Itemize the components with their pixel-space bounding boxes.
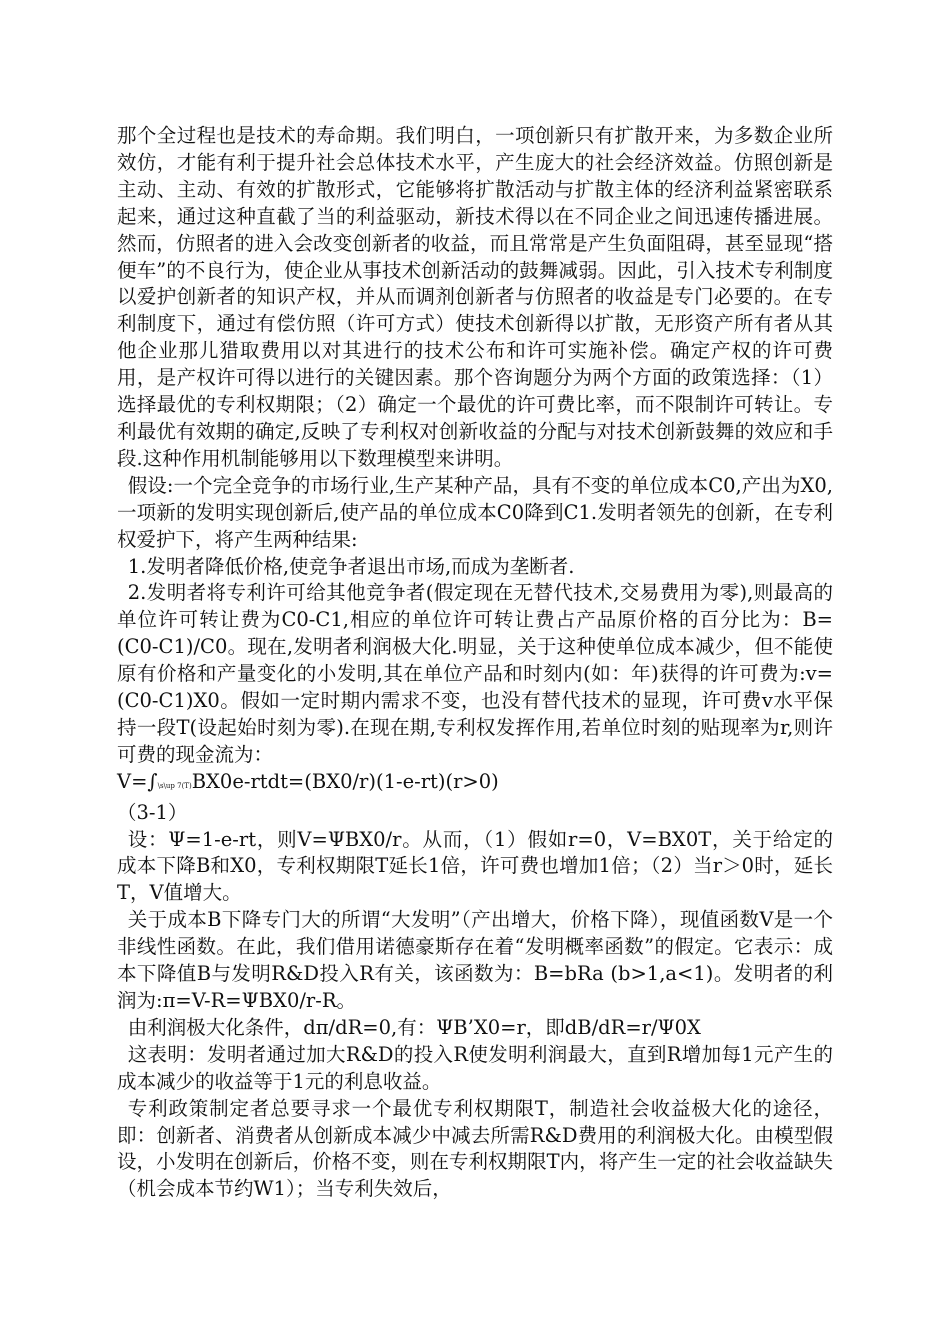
- document-body: [117, 123, 833, 1203]
- paragraph-psi-definition: 设：Ψ=1-e-rt，则V=ΨBX0/r。从而，（1）假如r=0，V=BX0T，关于给定的成本下降B和X0，专利权期限T延长1倍，许可费也增加1倍；（2）当r＞0时，延长T，V值增大。: [117, 827, 833, 905]
- formula-line: [117, 769, 833, 800]
- paragraph-big-invention: 关于成本B下降专门大的所谓“大发明”（产出增大，价格下降），现值函数V是一个非线性函数。在此，我们借用诺德豪斯存在着“发明概率函数”的假定。它表示：成本下降值B与发明R&D投入R有关，该函数为：B=bRa (b>1,a<1)。发明者的利润为:π=V-R=ΨBX0/r-R。: [117, 908, 833, 1012]
- formula-limits-code: \s\up 7(T): [157, 781, 192, 790]
- paragraph-result-2: 2.发明者将专利许可给其他竞争者(假定现在无替代技术,交易费用为零),则最高的单位许可转让费为C0-C1,相应的单位许可转让费占产品原价格的百分比为：B=(C0-C1)/C0。现在,发明者利润极大化.明显，关于这种使单位成本减少，但不能使原有价格和产量变化的小发明,其在单位产品和时刻内(如：年)获得的许可费为:v=(C0-C1)X0。假如一定时期内需求不变，也没有替代技术的显现，许可费v水平保持一段T(设起始时刻为零).在现在期,专利权发挥作用,若单位时刻的贴现率为r,则许可费的现金流为：: [117, 581, 833, 766]
- paragraph-profit-condition: 由利润极大化条件，dπ/dR=0,有：ΨB’X0=r，即dB/dR=r/Ψ0X: [127, 1015, 701, 1039]
- paragraph-policy: 专利政策制定者总要寻求一个最优专利权期限T，制造社会收益极大化的途径，即：创新者、消费者从创新成本减少中减去所需R&D费用的利润极大化。由模型假设，小发明在创新后，价格不变，则在专利权期限T内，将产生一定的社会收益缺失（机会成本节约W1）；当专利失效后，: [117, 1096, 833, 1201]
- paragraph-marginal-return: 这表明：发明者通过加大R&D的投入R使发明利润最大，直到R增加每1元产生的成本减少的收益等于1元的利息收益。: [117, 1042, 833, 1093]
- formula-body: BX0e-rtdt=(BX0/r)(1-e-rt)(r>0): [191, 769, 499, 793]
- equation-number: （3-1）: [117, 800, 188, 824]
- formula-prefix: V=∫: [117, 769, 158, 793]
- paragraph-assumption: 假设:一个完全竞争的市场行业,生产某种产品，具有不变的单位成本C0,产出为X0,一项新的发明实现创新后,使产品的单位成本C0降到C1.发明者领先的创新，在专利权爱护下，将产生两种结果:: [117, 473, 833, 551]
- paragraph-result-1: 1.发明者降低价格,使竞争者退出市场,而成为垄断者.: [127, 554, 575, 578]
- paragraph-lifecycle: 那个全过程也是技术的寿命期。我们明白，一项创新只有扩散开来，为多数企业所效仿，才能有利于提升社会总体技术水平，产生庞大的社会经济效益。仿照创新是主动、主动、有效的扩散形式，它能够将扩散活动与扩散主体的经济利益紧密联系起来，通过这种直截了当的利益驱动，新技术得以在不同企业之间迅速传播进展。然而，仿照者的进入会改变创新者的收益，而且常常是产生负面阻碍，甚至显现“搭便车”的不良行为，使企业从事技术创新活动的鼓舞减弱。因此，引入技术专利制度以爱护创新者的知识产权，并从而调剂创新者与仿照者的收益是专门必要的。在专利制度下，通过有偿仿照（许可方式）使技术创新得以扩散，无形资产所有者从其他企业那儿猎取费用以对其进行的技术公布和许可实施补偿。确定产权的许可费用，是产权许可得以进行的关键因素。那个咨询题分为两个方面的政策选择：（1）选择最优的专利权期限；（2）确定一个最优的许可费比率，而不限制许可转让。专利最优有效期的确定,反映了专利权对创新收益的分配与对技术创新鼓舞的效应和手段.这种作用机制能够用以下数理模型来讲明。: [117, 124, 833, 470]
